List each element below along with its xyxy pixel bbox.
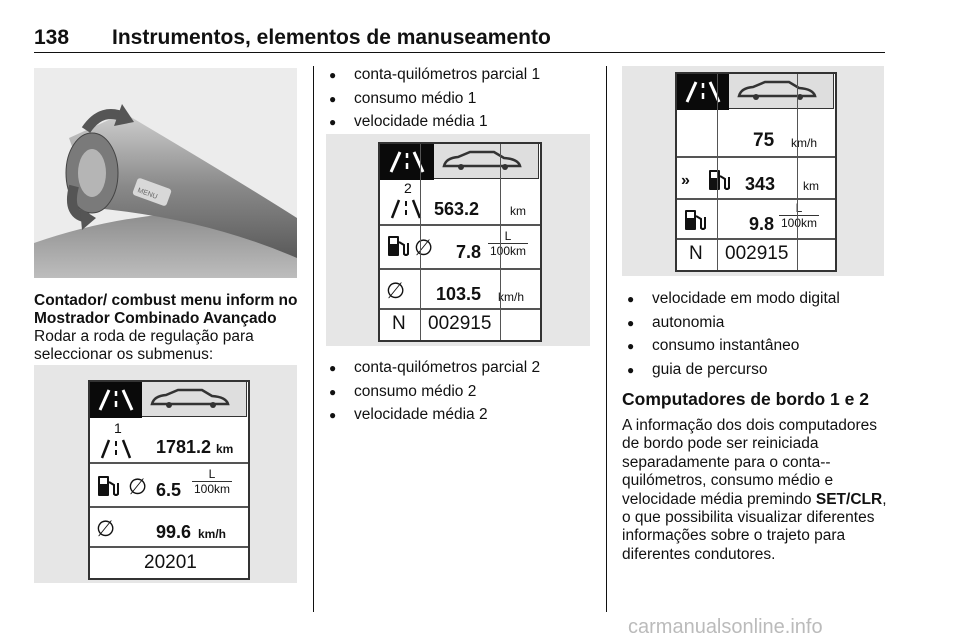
- display-2: [378, 142, 542, 342]
- odometer-value: 002915: [428, 313, 492, 334]
- section-body: A informação dos dois computadores de bordo pode ser reiniciada separadamente para o conta--quilómetros, consumo médio e velocidade média premindo SET/CLR, o que possibilita visualizar diferentes informações sobre o trajeto para diferentes condutores.: [622, 417, 887, 563]
- odometer-value: 20201: [144, 552, 197, 573]
- display-3: [675, 72, 837, 272]
- range-value: 343: [745, 174, 776, 194]
- list-item: ● conta-quilómetros parcial 1: [324, 66, 540, 90]
- road-icon: [96, 436, 136, 460]
- average-icon: ∅: [386, 278, 406, 303]
- list-item: ● consumo instantâneo: [622, 337, 840, 361]
- display-index: 2: [404, 180, 412, 196]
- consumption-value: 6.5: [156, 480, 182, 500]
- list-item: ● consumo médio 2: [324, 383, 540, 407]
- trip-unit: km: [510, 204, 526, 218]
- average-icon: ∅: [414, 235, 434, 260]
- display-index: 1: [114, 420, 122, 436]
- speed-unit: km/h: [198, 527, 227, 541]
- list-item: ● velocidade média 2: [324, 406, 540, 430]
- speed-unit: km/h: [498, 290, 525, 304]
- gear-value: N: [392, 313, 406, 334]
- average-icon: ∅: [96, 516, 116, 541]
- speed-value: 99.6: [156, 522, 192, 542]
- speed-value: 103.5: [436, 284, 482, 304]
- menu-button-label: MENU: [136, 187, 159, 201]
- odometer-value: 002915: [725, 243, 789, 264]
- caption-text: Rodar a roda de regulação para seleccionar os submenus:: [34, 328, 254, 363]
- trip-unit: km: [216, 442, 234, 456]
- column-divider: [313, 66, 314, 612]
- trip-value: 563.2: [434, 199, 480, 219]
- submenu-list-2: [324, 359, 540, 430]
- list-item: ● consumo médio 1: [324, 90, 540, 114]
- average-icon: ∅: [128, 474, 148, 499]
- trip-value: 1781.2: [156, 437, 212, 457]
- consumption-value: 7.8: [456, 242, 482, 262]
- column-divider: [606, 66, 607, 612]
- list-item: ● guia de percurso: [622, 361, 840, 385]
- consumption-unit: $\frac{L}{100km}$: [780, 201, 818, 230]
- car-tab: [142, 382, 247, 417]
- page-number: 138: [34, 26, 70, 49]
- watermark: carmanualsonline.info: [628, 616, 823, 638]
- road-tab: [90, 382, 142, 418]
- fuel-pump-icon: [96, 474, 120, 498]
- road-icon: [90, 382, 142, 418]
- speed-value: 75: [753, 130, 775, 151]
- page-title: Instrumentos, elementos de manuseamento: [112, 26, 551, 49]
- list-item: ● conta-quilómetros parcial 2: [324, 359, 540, 383]
- display-1: [88, 380, 250, 580]
- consumption-value: 9.8: [749, 214, 775, 234]
- consumption-unit: $\frac{L}{100km}$: [489, 229, 527, 258]
- caption-title: Contador/ combust menu inform no Mostrador Combinado Avançado: [34, 292, 298, 327]
- stalk-photo: [34, 68, 297, 278]
- range-unit: km: [803, 179, 819, 193]
- speed-unit: km/h: [791, 136, 818, 150]
- list-item: ● velocidade em modo digital: [622, 290, 840, 314]
- arrows-icon: »: [681, 172, 690, 189]
- gear-value: N: [689, 243, 703, 264]
- section-heading: Computadores de bordo 1 e 2: [622, 389, 869, 409]
- consumption-unit: $\frac{L}{100km}$: [193, 467, 231, 496]
- car-icon: [142, 382, 246, 416]
- page-header: [34, 26, 885, 53]
- set-clr-label: SET/CLR: [815, 490, 883, 508]
- submenu-list-3: [622, 290, 840, 384]
- submenu-list-1: [324, 66, 540, 137]
- list-item: ● velocidade média 1: [324, 113, 540, 137]
- figure-caption: [34, 292, 299, 364]
- list-item: ● autonomia: [622, 314, 840, 338]
